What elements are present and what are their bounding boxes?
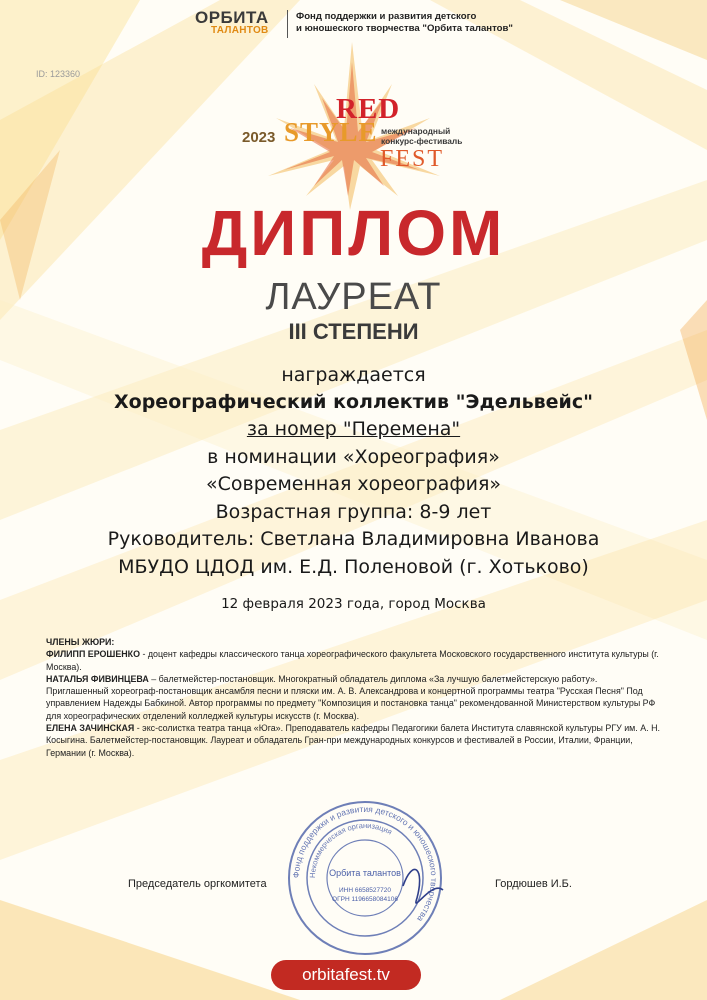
- laureat-label: ЛАУРЕАТ: [265, 276, 442, 318]
- festival-red: RED: [336, 93, 401, 125]
- seal-outer-text: Фонд поддержки и развития детского и юношеского творчества: [290, 803, 440, 924]
- chair-name: Гордюшев И.Б.: [495, 878, 572, 890]
- festival-tagline: [381, 126, 462, 146]
- subnomination: «Современная хореография»: [205, 473, 502, 495]
- festival-fest: FEST: [380, 146, 445, 172]
- institution: МБУДО ЦДОД им. Е.Д. Поленовой (г. Хотьково): [118, 556, 589, 578]
- logo-main-text: ОРБИТА: [195, 8, 269, 27]
- performance-number: [0, 418, 707, 440]
- jury-member-text: - доцент кафедры классического танца хореографического факультета Московского государственного института культуры (г. Москва).: [46, 649, 659, 672]
- jury-member-text: - экс-солистка театра танца «Юга». Преподаватель кафедры Педагогики балета Института славянской культуры РГУ им. А. Н. Косыгина. Балетмейстер-постановщик. Лауреат и обладатель Гран-при международных конкурсов и фестивалей в России, Италии, Франции, Германии (г. Москва).: [46, 723, 660, 758]
- jury-member-name: НАТАЛЬЯ ФИВИНЦЕВА: [46, 673, 149, 684]
- nomination: в номинации «Хореография»: [207, 446, 500, 468]
- jury-member: [46, 648, 662, 673]
- age-group: Возрастная группа: 8-9 лет: [215, 501, 492, 523]
- seal-ogrn: ОГРН 1196658084106: [332, 896, 398, 903]
- degree-label: III СТЕПЕНИ: [288, 319, 419, 344]
- chair-label: Председатель оргкомитета: [128, 878, 267, 890]
- seal-inn: ИНН 6658527720: [338, 887, 392, 894]
- festival-tag-line-1: международный: [381, 126, 451, 136]
- festival-year: 2023: [242, 129, 276, 146]
- jury-member-text: – балетмейстер-постановщик. Многократный обладатель диплома «За лучшую балетмейстерскую работу». Приглашенный хореограф-постановщик ансамбля песни и пляски им. А. В. Александрова и концертной программы театра "Русская Песня" Под управлением Надежды Бабкиной. Автор программы по предмету "Композиция и постановка танца" рекомендованной Министерством культуры РФ для хореографических отделений колледжей культуры искусств (г. Москва).: [46, 673, 656, 721]
- diploma-title: ДИПЛОМ: [201, 197, 506, 269]
- festival-style: STYLE: [284, 117, 378, 147]
- jury-member: [46, 673, 662, 722]
- stamp-seal: [285, 798, 445, 958]
- seal-inner-text: Некоммерческая организация: [307, 820, 394, 879]
- jury-member: [46, 722, 662, 759]
- recipient-name: Хореографический коллектив "Эдельвейс": [114, 391, 593, 413]
- fund-line-1: Фонд поддержки и развития детского: [296, 11, 477, 22]
- performance-number-text: за номер "Перемена": [246, 418, 461, 440]
- document-id: ID: 123360: [36, 69, 81, 79]
- festival-tag-line-2: конкурс-фестиваль: [381, 136, 463, 146]
- leader: Руководитель: Светлана Владимировна Иванова: [107, 528, 600, 550]
- jury-heading: ЧЛЕНЫ ЖЮРИ:: [46, 637, 115, 647]
- date-place: 12 февраля 2023 года, город Москва: [221, 596, 486, 612]
- header-divider: [287, 10, 288, 38]
- jury-member-name: ФИЛИПП ЕРОШЕНКО: [46, 649, 140, 660]
- website-link[interactable]: orbitafest.tv: [271, 960, 421, 990]
- seal-center-text: Орбита талантов: [329, 868, 401, 878]
- jury-member-name: ЕЛЕНА ЗАЧИНСКАЯ: [46, 723, 135, 734]
- logo-sub-text: ТАЛАНТОВ: [211, 25, 269, 36]
- jury-section: [46, 636, 662, 759]
- awarded-label: награждается: [281, 364, 426, 386]
- fund-name: [296, 11, 576, 35]
- fund-line-2: и юношеского творчества "Орбита талантов": [296, 23, 513, 34]
- orbita-logo: [195, 8, 285, 38]
